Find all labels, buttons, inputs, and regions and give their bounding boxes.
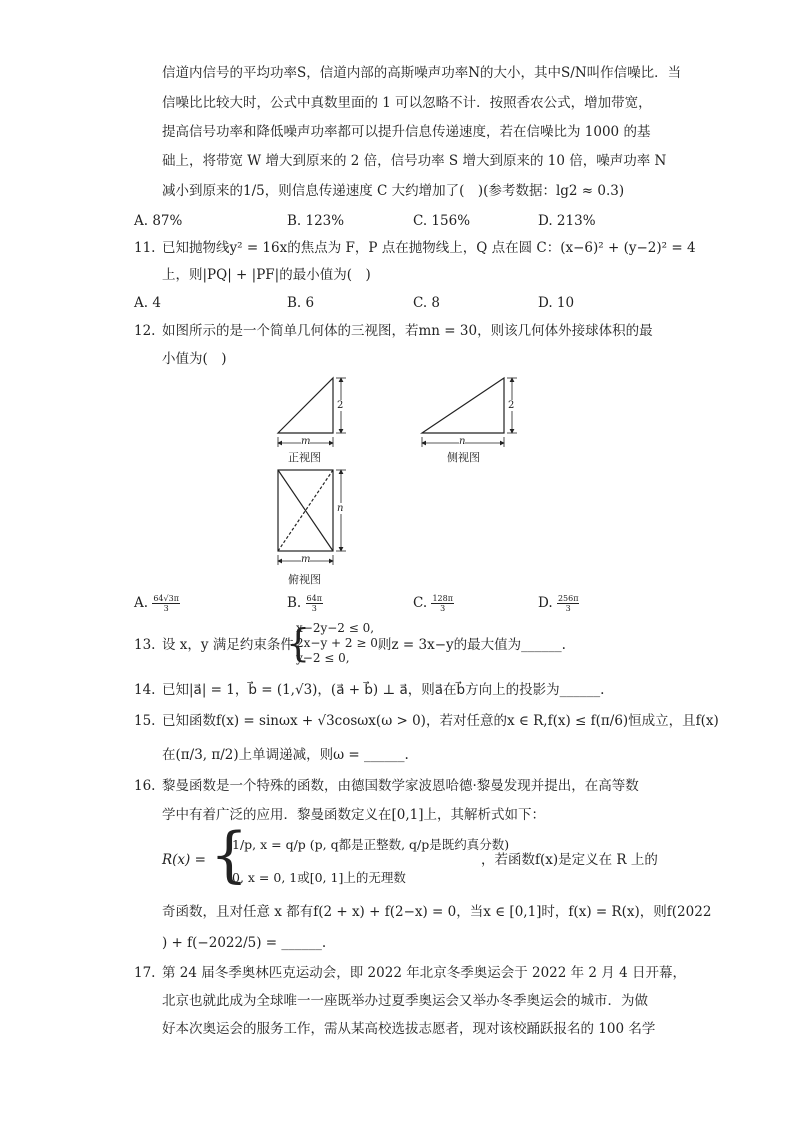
q11-option-a: A. 4	[134, 295, 161, 311]
q13-suffix: 则z = 3x−y的最大值为______.	[378, 637, 566, 653]
q17-line-1: 第 24 届冬季奥林匹克运动会，即 2022 年北京冬季奥运会于 2022 年 2 月 4 日开幕，	[162, 965, 686, 981]
q12-line-2: 小值为( )	[162, 351, 227, 367]
q16-formula-lhs: R(x) =	[162, 852, 206, 868]
q11-option-d: D. 10	[538, 295, 575, 311]
q16-case-2: 0, x = 0, 1或[0, 1]上的无理数	[232, 870, 406, 885]
q17-line-3: 好本次奥运会的服务工作，需从某高校选拔志愿者，现对该校踊跃报名的 100 名学	[162, 1021, 656, 1037]
top-height-label: n	[337, 503, 344, 514]
q16-brace: {	[210, 820, 249, 890]
top-width-label: m	[301, 554, 311, 565]
q10-option-d: D. 213%	[538, 213, 596, 229]
side-view	[422, 378, 517, 447]
q10-line-5: 减小到原来的1/5，则信息传递速度 C 大约增加了( )(参考数据：lg2 ≈ 0.3)	[162, 183, 625, 199]
side-view-label: 侧视图	[447, 451, 480, 464]
q12-option-c: C. $\frac{128\pi}{3}$	[413, 594, 453, 613]
q11-line-2: 上，则|PQ| + |PF|的最小值为( )	[162, 267, 371, 283]
q13-prefix: 设 x，y 满足约束条件	[162, 637, 294, 653]
side-height-label: 2	[508, 400, 515, 411]
q11-number: 11.	[134, 240, 156, 256]
q15-number: 15.	[134, 713, 156, 729]
q16-line-2: 学中有着广泛的应用．黎曼函数定义在[0,1]上，其解析式如下：	[162, 807, 546, 823]
q14-text: 已知|a⃗| = 1，b⃗ = (1,√3)，(a⃗ + b⃗) ⊥ a⃗，则a⃗在b⃗方向上的投影为______.	[162, 682, 605, 698]
q13-brace: {	[286, 621, 311, 665]
q10-line-4: 础上，将带宽 W 增大到原来的 2 倍，信号功率 S 增大到原来的 10 倍，噪声功率 N	[162, 153, 667, 169]
front-width-label: m	[301, 436, 311, 447]
side-width-label: n	[459, 436, 466, 447]
front-view-label: 正视图	[288, 451, 321, 464]
q13-constraint-2: 2x−y + 2 ≥ 0,	[296, 636, 382, 650]
q17-number: 17.	[134, 965, 156, 981]
q12-number: 12.	[134, 323, 156, 339]
q10-option-a: A. 87%	[134, 213, 183, 229]
q15-line-1: 已知函数f(x) = sinωx + √3cosωx(ω > 0)，若对任意的x ∈ R,f(x) ≤ f(π/6)恒成立，且f(x)	[162, 713, 719, 729]
q10-line-3: 提高信号功率和降低噪声功率都可以提升信息传递速度，若在信噪比为 1000 的基	[162, 124, 651, 140]
q16-line-4: ) + f(−2022/5) = ______.	[162, 935, 327, 951]
front-view	[278, 378, 346, 447]
q11-option-c: C. 8	[413, 295, 441, 311]
q16-number: 16.	[134, 778, 156, 794]
q12-option-d: D. $\frac{256\pi}{3}$	[538, 594, 579, 613]
q10-line-2: 信噪比比较大时，公式中真数里面的 1 可以忽略不计．按照香农公式，增加带宽，	[162, 95, 652, 111]
q13-constraint-1: x−2y−2 ≤ 0,	[296, 621, 375, 635]
q14-number: 14.	[134, 682, 156, 698]
q11-option-b: B. 6	[287, 295, 315, 311]
q15-line-2: 在(π/3, π/2)上单调递减，则ω = ______.	[162, 747, 409, 763]
q10-line-1: 信道内信号的平均功率S，信道内部的高斯噪声功率N的大小，其中S/N叫作信噪比．当	[162, 65, 682, 81]
q12-line-1: 如图所示的是一个简单几何体的三视图，若mn = 30，则该几何体外接球体积的最	[162, 323, 653, 339]
q16-line-3: 奇函数，且对任意 x 都有f(2 + x) + f(2−x) = 0，当x ∈ [0,1]时，f(x) = R(x)，则f(2022	[162, 904, 712, 920]
q17-line-2: 北京也就此成为全球唯一一座既举办过夏季奥运会又举办冬季奥运会的城市．为做	[162, 993, 648, 1009]
q11-line-1: 已知抛物线y² = 16x的焦点为 F，P 点在抛物线上，Q 点在圆 C：(x−6)² + (y−2)² = 4	[162, 240, 696, 256]
q16-case-1: 1/p, x = q/p (p, q都是正整数, q/p是既约真分数)	[232, 837, 510, 852]
front-height-label: 2	[337, 400, 344, 411]
q16-line-1: 黎曼函数是一个特殊的函数，由德国数学家波恩哈德·黎曼发现并提出，在高等数	[162, 778, 639, 794]
q10-option-c: C. 156%	[413, 213, 471, 229]
q16-formula-tail: ，若函数f(x)是定义在 R 上的	[481, 852, 658, 868]
top-view	[278, 470, 346, 565]
q10-option-b: B. 123%	[287, 213, 345, 229]
q12-option-a: A. $\frac{64√3\pi}{3}$	[134, 594, 179, 613]
q13-constraint-3: y−2 ≤ 0,	[296, 651, 350, 665]
q12-option-b: B. $\frac{64\pi}{3}$	[287, 594, 322, 613]
q13-number: 13.	[134, 637, 156, 653]
top-view-label: 俯视图	[288, 573, 321, 586]
